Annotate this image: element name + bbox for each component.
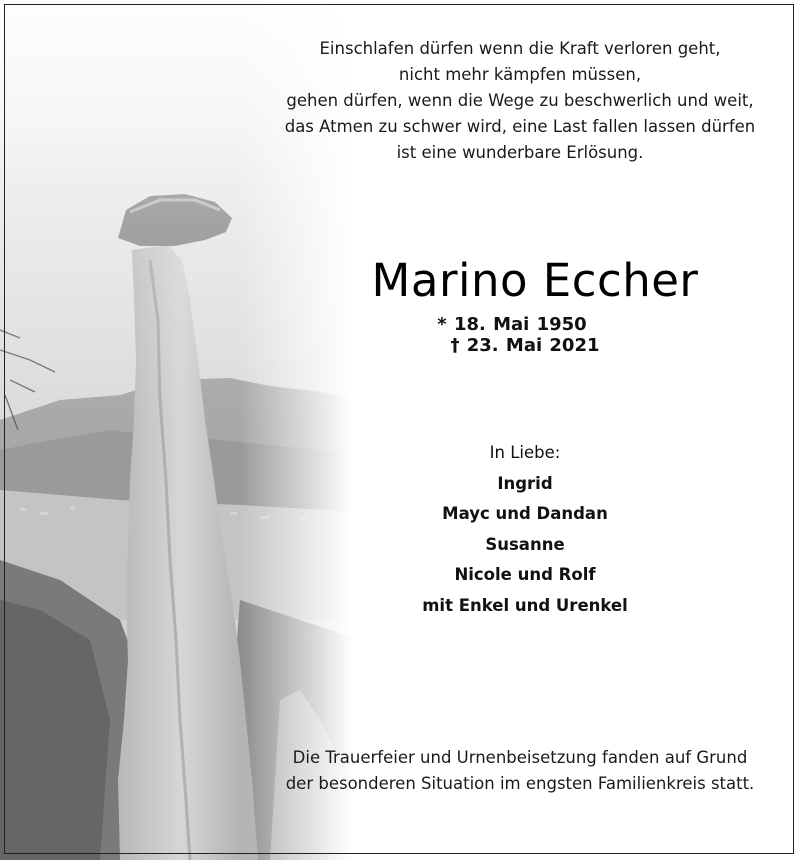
closing-line: der besonderen Situation im engsten Familienkreis statt. [285,774,755,793]
family-member: Nicole und Rolf [454,565,596,584]
poem-line: nicht mehr kämpfen müssen, [398,65,642,84]
closing-note [250,745,790,797]
poem-line: Einschlafen dürfen wenn die Kraft verloren geht, [319,39,721,58]
family-member: Susanne [485,534,565,554]
poem-line: gehen dürfen, wenn die Wege zu beschwerlich und weit, [286,91,754,110]
deceased-name: Marino Eccher [371,254,699,307]
family-intro: In Liebe: [489,443,561,462]
family-member: mit Enkel und Urenkel [422,595,628,615]
life-dates [370,314,680,356]
poem-line: das Atmen zu schwer wird, eine Last fallen lassen dürfen [284,117,756,136]
closing-line: Die Trauerfeier und Urnenbeisetzung fanden auf Grund [292,748,748,767]
family-list [380,438,670,621]
poem [250,36,790,166]
birth-date: * 18. Mai 1950 [437,314,587,335]
family-member: Ingrid [497,473,553,493]
death-date: † 23. Mai 2021 [450,335,600,356]
family-member: Mayc und Dandan [442,504,608,523]
poem-line: ist eine wunderbare Erlösung. [396,143,644,162]
